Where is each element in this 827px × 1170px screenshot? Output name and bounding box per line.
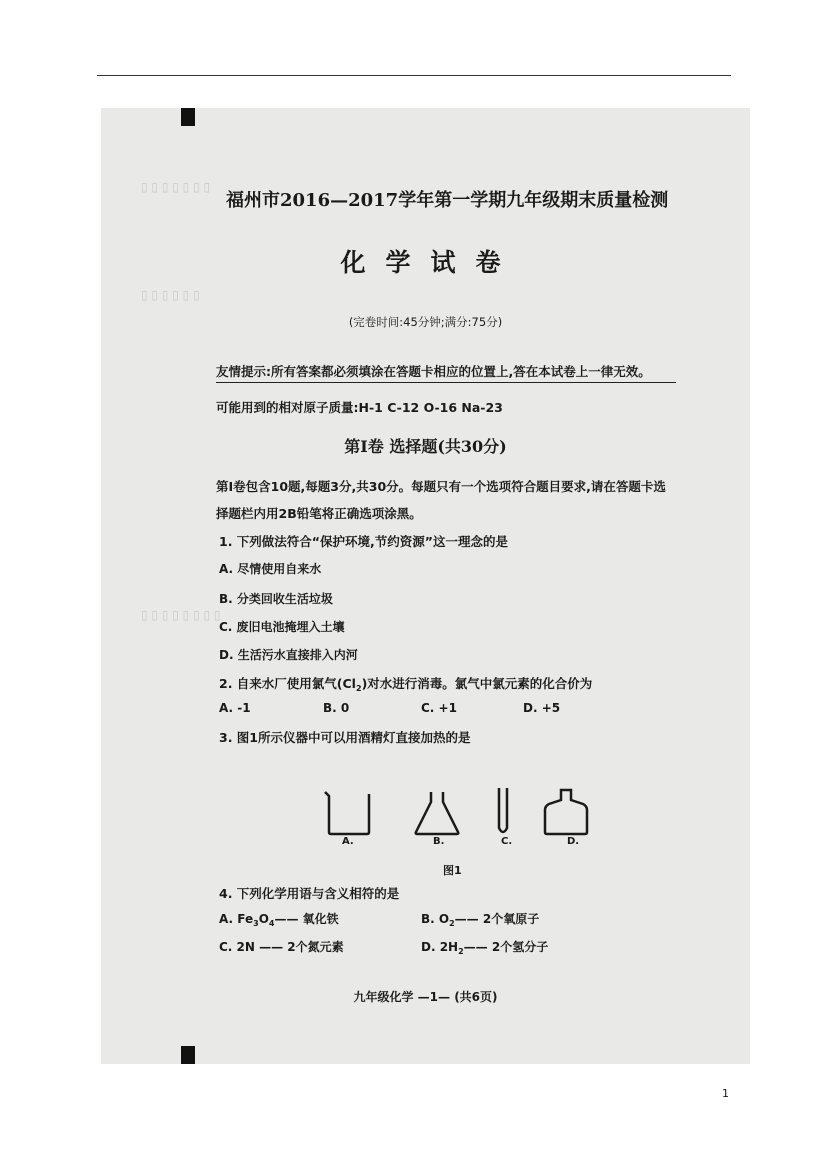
figure-1-glassware xyxy=(321,788,591,838)
q4-option-b xyxy=(421,910,539,927)
figure-label-d: D. xyxy=(567,836,580,847)
q2-option-c: C. +1 xyxy=(421,701,457,715)
tip-text: 友情提示:所有答案都必须填涂在答题卡相应的位置上,答在本试卷上一律无效。 xyxy=(216,364,651,379)
q3-stem: 3. 图1所示仪器中可以用酒精灯直接加热的是 xyxy=(219,730,471,745)
page-number: 1 xyxy=(722,1087,729,1100)
bleed-through: ▯ ▯ ▯ ▯ ▯ ▯ ▯ ▯ xyxy=(141,608,221,622)
q4-a-post: —— 氧化铁 xyxy=(274,912,339,926)
scanned-exam-page xyxy=(101,108,750,1064)
q4-option-d xyxy=(421,938,548,955)
q1-stem: 1. 下列做法符合“保护环境,节约资源”这一理念的是 xyxy=(219,534,508,549)
q4-d-post: —— 2个氢分子 xyxy=(463,940,549,954)
figure-caption: 图1 xyxy=(443,864,462,877)
bleed-through: ▯ ▯ ▯ ▯ ▯ ▯ xyxy=(141,288,200,302)
q2-stem-sub: 2 xyxy=(355,684,362,693)
q4-a-pre: A. Fe xyxy=(219,912,254,926)
q4-stem: 4. 下列化学用语与含义相符的是 xyxy=(219,886,400,901)
q1-option-c: C. 废旧电池掩埋入土壤 xyxy=(219,620,345,634)
instructions-line-1: 第Ⅰ卷包含10题,每题3分,共30分。每题只有一个选项符合题目要求,请在答题卡选 xyxy=(216,479,666,494)
q2-option-a: A. -1 xyxy=(219,701,251,715)
figure-label-a: A. xyxy=(342,836,354,847)
page-footer: 九年级化学 —1— (共6页) xyxy=(353,990,498,1004)
registration-mark-bottom xyxy=(181,1046,195,1064)
q4-option-a xyxy=(219,910,339,927)
q2-stem-post: )对水进行消毒。氯气中氯元素的化合价为 xyxy=(361,676,593,691)
q2-stem xyxy=(219,674,592,692)
q4-d-pre: D. 2H xyxy=(421,940,459,954)
figure-label-c: C. xyxy=(501,836,513,847)
registration-mark-top xyxy=(181,108,195,126)
q4-b-post: —— 2个氧原子 xyxy=(454,912,540,926)
q4-d-sub1: 2 xyxy=(458,947,464,956)
reagent-bottle-icon xyxy=(545,790,587,834)
conical-flask-icon xyxy=(416,792,459,834)
q2-option-b: B. 0 xyxy=(323,701,350,715)
q4-b-pre: B. O xyxy=(421,912,450,926)
q2-stem-pre: 2. 自来水厂使用氯气(Cl xyxy=(219,676,356,691)
q4-option-c: C. 2N —— 2个氮元素 xyxy=(219,940,344,954)
q4-a-sub2: 4 xyxy=(268,919,275,928)
q4-a-sub1: 3 xyxy=(253,919,259,928)
beaker-icon xyxy=(325,792,369,834)
q1-option-b: B. 分类回收生活垃圾 xyxy=(219,592,333,606)
top-rule xyxy=(97,75,731,76)
instructions-line-2: 择题栏内用2B铅笔将正确选项涂黑。 xyxy=(216,506,422,521)
bleed-through: ▯ ▯ ▯ ▯ ▯ ▯ ▯ xyxy=(141,180,211,194)
figure-label-b: B. xyxy=(433,836,445,847)
test-tube-icon xyxy=(499,788,507,832)
q4-a-mid: O xyxy=(258,912,269,926)
exam-info: (完卷时间:45分钟;满分:75分) xyxy=(348,315,503,329)
atomic-mass-line: 可能用到的相对原子质量:H-1 C-12 O-16 Na-23 xyxy=(216,400,503,415)
section-title: 第Ⅰ卷 选择题(共30分) xyxy=(344,437,507,456)
exam-header: 福州市2016—2017学年第一学期九年级期末质量检测 xyxy=(226,190,669,211)
q4-b-sub1: 2 xyxy=(449,919,455,928)
q1-option-a: A. 尽情使用自来水 xyxy=(219,562,322,576)
tip-underline xyxy=(216,382,676,383)
exam-title: 化学试卷 xyxy=(340,248,521,277)
q1-option-d: D. 生活污水直接排入内河 xyxy=(219,648,358,662)
q2-option-d: D. +5 xyxy=(523,701,561,715)
